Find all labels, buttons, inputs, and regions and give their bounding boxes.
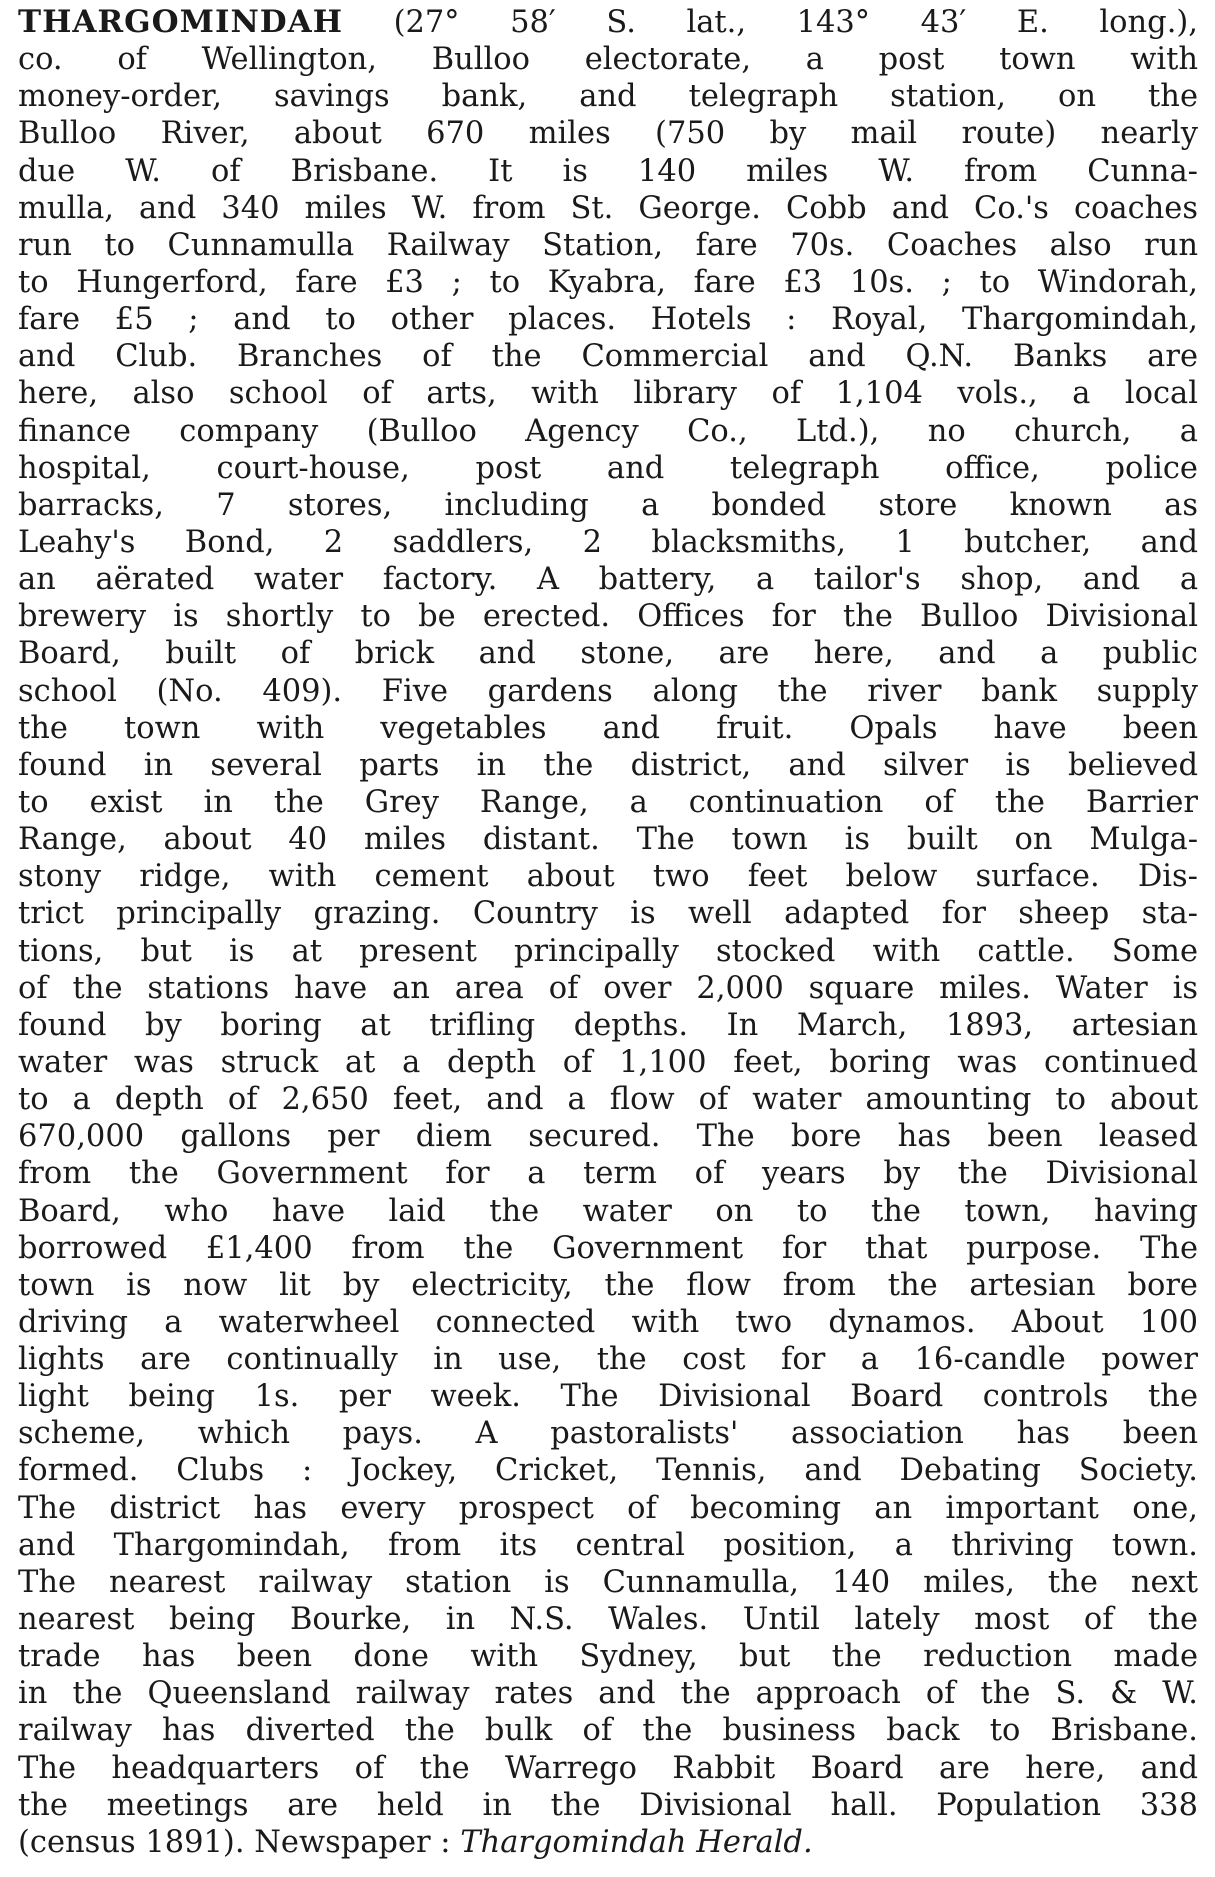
entry-text-line: lights are continually in use, the cost for a 16-candle power bbox=[18, 1342, 1198, 1378]
entry-text-line: to a depth of 2,650 feet, and a flow of water amounting to about bbox=[18, 1082, 1198, 1118]
entry-text-line: barracks, 7 stores, including a bonded store known as bbox=[18, 487, 1198, 523]
entry-text-line: from the Government for a term of years by the Divisional bbox=[18, 1156, 1198, 1192]
entry-text-line: water was struck at a depth of 1,100 feet, boring was continued bbox=[18, 1044, 1198, 1080]
entry-text-line: to exist in the Grey Range, a continuation of the Barrier bbox=[18, 784, 1198, 820]
entry-text-line: scheme, which pays. A pastoralists' association has been bbox=[18, 1416, 1198, 1452]
entry-text-line: The headquarters of the Warrego Rabbit Board are here, and bbox=[18, 1750, 1198, 1786]
entry-text-line: an aërated water factory. A battery, a tailor's shop, and a bbox=[18, 562, 1198, 598]
entry-coordinates: (27° 58′ S. lat., 143° 43′ E. long.), bbox=[393, 5, 1198, 40]
entry-text-line: and Club. Branches of the Commercial and Q.N. Banks are bbox=[18, 339, 1198, 375]
entry-text-line: the town with vegetables and fruit. Opals have been bbox=[18, 710, 1198, 746]
entry-text-line: trade has been done with Sydney, but the reduction made bbox=[18, 1639, 1198, 1675]
entry-newspaper-name: Thargomindah Herald. bbox=[460, 1824, 813, 1860]
entry-text-line: The district has every prospect of becoming an important one, bbox=[18, 1490, 1198, 1526]
entry-text-line: 670,000 gallons per diem secured. The bore has been leased bbox=[18, 1119, 1198, 1155]
entry-text-line: town is now lit by electricity, the flow from the artesian bore bbox=[18, 1267, 1198, 1303]
entry-text-line: brewery is shortly to be erected. Offices for the Bulloo Divisional bbox=[18, 599, 1198, 635]
entry-text-line: Leahy's Bond, 2 saddlers, 2 blacksmiths, 1 butcher, and bbox=[18, 524, 1198, 560]
entry-text-line: Bulloo River, about 670 miles (750 by mail route) nearly bbox=[18, 116, 1198, 152]
entry-text-line: light being 1s. per week. The Divisional Board controls the bbox=[18, 1379, 1198, 1415]
entry-text-line: Range, about 40 miles distant. The town is built on Mulga- bbox=[18, 822, 1198, 858]
entry-text-line: found by boring at trifling depths. In March, 1893, artesian bbox=[18, 1007, 1198, 1043]
entry-text-line: fare £5 ; and to other places. Hotels : Royal, Thargomindah, bbox=[18, 302, 1198, 338]
entry-text-line: The nearest railway station is Cunnamulla, 140 miles, the next bbox=[18, 1564, 1198, 1600]
entry-text-line: hospital, court-house, post and telegraph office, police bbox=[18, 450, 1198, 486]
gazetteer-entry bbox=[18, 0, 1198, 1861]
entry-text-line: borrowed £1,400 from the Government for that purpose. The bbox=[18, 1230, 1198, 1266]
entry-census-text: (census 1891). Newspaper : bbox=[18, 1824, 451, 1860]
entry-text-line: mulla, and 340 miles W. from St. George. Cobb and Co.'s coaches bbox=[18, 190, 1198, 226]
entry-text-line: Board, built of brick and stone, are here, and a public bbox=[18, 636, 1198, 672]
entry-text-line: school (No. 409). Five gardens along the river bank supply bbox=[18, 673, 1198, 709]
entry-text-line: and Thargomindah, from its central position, a thriving town. bbox=[18, 1527, 1198, 1563]
entry-text-line: here, also school of arts, with library of 1,104 vols., a local bbox=[18, 376, 1198, 412]
entry-text-line: run to Cunnamulla Railway Station, fare 70s. Coaches also run bbox=[18, 227, 1198, 263]
entry-text-line: formed. Clubs : Jockey, Cricket, Tennis, and Debating Society. bbox=[18, 1453, 1198, 1489]
entry-text-line: due W. of Brisbane. It is 140 miles W. from Cunna- bbox=[18, 153, 1198, 189]
entry-text-line: co. of Wellington, Bulloo electorate, a post town with bbox=[18, 42, 1198, 78]
entry-text-line: nearest being Bourke, in N.S. Wales. Until lately most of the bbox=[18, 1602, 1198, 1638]
entry-body bbox=[18, 41, 1198, 1824]
entry-text-line: finance company (Bulloo Agency Co., Ltd.), no church, a bbox=[18, 413, 1198, 449]
entry-text-line: in the Queensland railway rates and the approach of the S. & W. bbox=[18, 1676, 1198, 1712]
entry-text-line: money-order, savings bank, and telegraph station, on the bbox=[18, 79, 1198, 115]
entry-text-line: railway has diverted the bulk of the business back to Brisbane. bbox=[18, 1713, 1198, 1749]
entry-text-line: the meetings are held in the Divisional hall. Population 338 bbox=[18, 1787, 1198, 1823]
entry-last-line bbox=[18, 1824, 1198, 1861]
entry-text-line: trict principally grazing. Country is well adapted for sheep sta- bbox=[18, 896, 1198, 932]
entry-text-line: to Hungerford, fare £3 ; to Kyabra, fare £3 10s. ; to Windorah, bbox=[18, 264, 1198, 300]
entry-text-line: driving a waterwheel connected with two dynamos. About 100 bbox=[18, 1304, 1198, 1340]
entry-first-line bbox=[18, 4, 1198, 41]
entry-text-line: stony ridge, with cement about two feet below surface. Dis- bbox=[18, 859, 1198, 895]
entry-headword: THARGOMINDAH bbox=[18, 4, 344, 40]
entry-text-line: Board, who have laid the water on to the town, having bbox=[18, 1193, 1198, 1229]
entry-text-line: tions, but is at present principally stocked with cattle. Some bbox=[18, 933, 1198, 969]
entry-text-line: found in several parts in the district, and silver is believed bbox=[18, 747, 1198, 783]
entry-text-line: of the stations have an area of over 2,000 square miles. Water is bbox=[18, 970, 1198, 1006]
